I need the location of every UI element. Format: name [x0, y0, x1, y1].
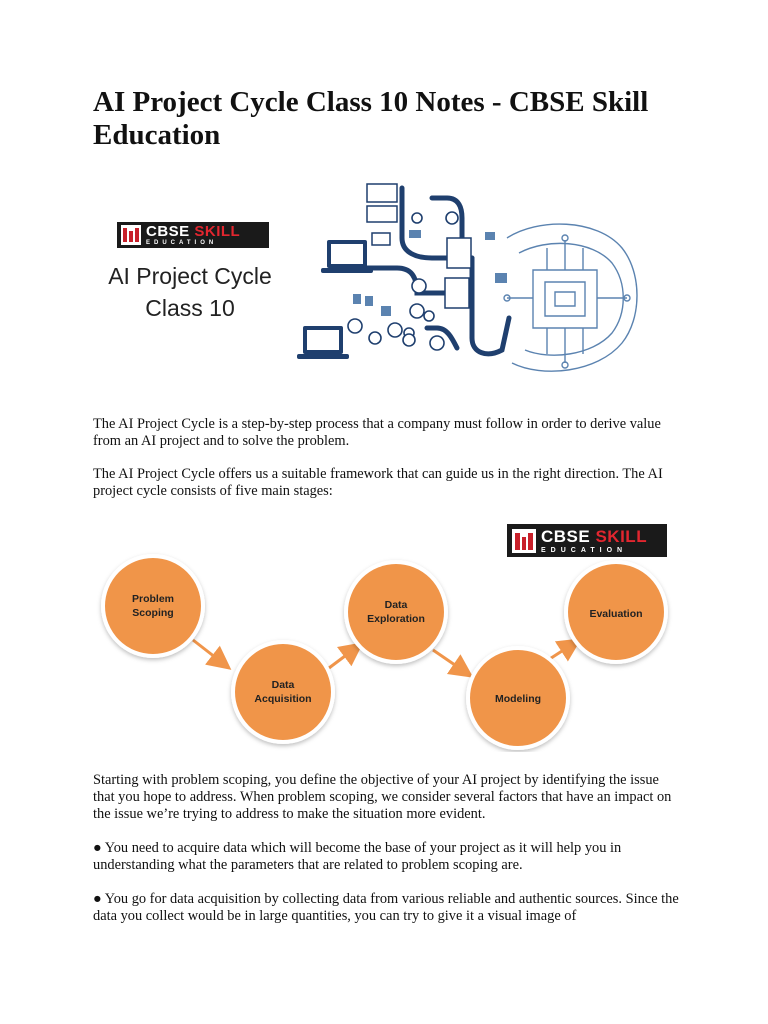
flow-arrow: [329, 644, 361, 668]
stage-label-line1: Problem: [131, 593, 175, 605]
stage-label-line2: Acquisition: [254, 693, 312, 705]
logo-cbse: CBSE: [541, 526, 591, 546]
ai-illustration: [297, 178, 667, 393]
stage-data-acquisition: [233, 642, 333, 742]
brain-circuit-icon: [504, 224, 637, 371]
stage-modeling: [468, 648, 568, 748]
flow-arrow: [433, 650, 471, 676]
laptop-icon: [297, 240, 373, 359]
hero-banner: [93, 178, 673, 393]
stage-label-line2: Scoping: [132, 607, 174, 619]
stage-label-line1: Data: [384, 599, 408, 611]
page-title: AI Project Cycle Class 10 Notes - CBSE Skill Education: [93, 86, 649, 151]
brand-logo: [117, 222, 269, 248]
stage-label-line1: Evaluation: [589, 608, 643, 620]
paragraph-framework: The AI Project Cycle offers us a suitable framework that can guide us in the right direction. The AI project cycle consists of five main stages:: [93, 466, 663, 499]
stage-label-line2: Exploration: [367, 613, 425, 625]
paragraph-data-acquisition: ● You go for data acquisition by collecting data from various reliable and authentic sources. Since the data you collect would be in large quantities, you can try to give it a visual image of: [93, 891, 679, 924]
logo-skill: SKILL: [194, 223, 241, 240]
stage-data-exploration: [346, 562, 446, 662]
logo-skill: SKILL: [595, 526, 648, 546]
hero-caption-line2: Class 10: [145, 295, 235, 321]
logo-mark-icon: [121, 225, 141, 245]
logo-cbse: CBSE: [146, 223, 190, 240]
stage-problem-scoping: [103, 556, 203, 656]
stage-evaluation: [566, 562, 666, 662]
stage-label-line1: Modeling: [494, 693, 542, 705]
paragraph-acquire-data: ● You need to acquire data which will become the base of your project as it will help you in understanding what the parameters that are related to problem scoping are.: [93, 840, 622, 873]
paragraph-problem-scoping: Starting with problem scoping, you define the objective of your AI project by identifying the issue that you hope to address. When problem scoping, we consider several factors that have an impact on the issue we’re trying to address to make the situation more evident.: [93, 772, 672, 822]
hero-caption-line1: AI Project Cycle: [108, 263, 272, 289]
stage-label-line1: Data: [271, 679, 295, 691]
flow-arrow: [193, 640, 229, 668]
logo-education: EDUCATION: [146, 240, 218, 246]
ai-project-cycle-diagram: [93, 522, 673, 752]
logo-education: EDUCATION: [541, 546, 628, 554]
paragraph-intro: The AI Project Cycle is a step-by-step process that a company must follow in order to derive value from an AI project and to solve the problem.: [93, 416, 661, 449]
hero-caption: [95, 260, 285, 324]
